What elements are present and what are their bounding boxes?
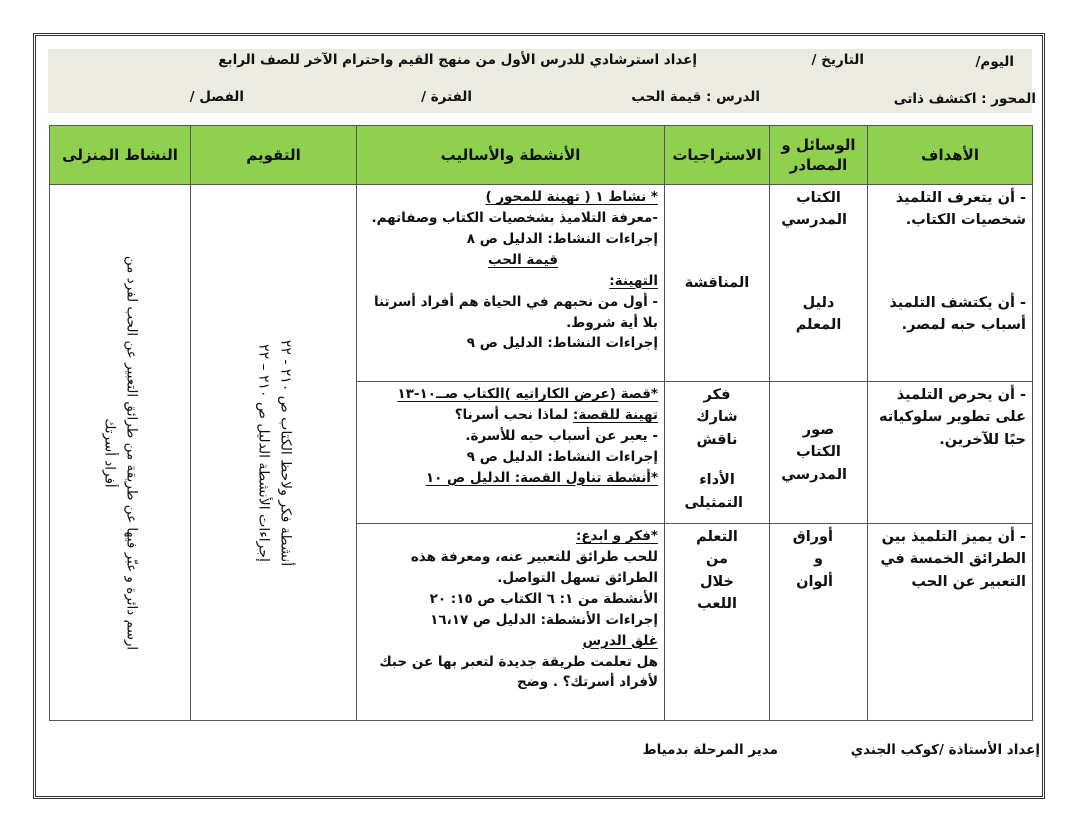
objective-2: - أن يكتشف التلميذ أسباب حبه لمصر. (889, 294, 1026, 334)
strategy-discussion: المناقشة (684, 274, 750, 291)
lesson-label: الدرس : قيمة الحب (631, 89, 760, 105)
homework-cell (50, 185, 191, 721)
strategy-role-play: الأداء التمثيلى (684, 472, 743, 511)
col-header-activities: الأنشطة والأساليب (357, 126, 665, 185)
period-label: الفترة / (421, 89, 472, 105)
activity-line: إجراءات النشاط: الدليل ص ٩ (466, 448, 658, 465)
activity-line: * نشاط ١ ( تهينة للمحور ) (485, 189, 658, 205)
activity-line: *فكر و ابدع: (575, 528, 658, 544)
strategies-cell (665, 524, 770, 721)
activity-line: *أنشطة تناول القصة: الدليل ص ١٠ (425, 469, 658, 486)
evaluation-line-2: إجراءات الأنشطة الدليل ص ٢١٠ – ٢٢ (254, 343, 271, 562)
evaluation-cell (191, 185, 357, 721)
resources-cell (770, 185, 868, 382)
col-header-homework: النشاط المنزلى (50, 126, 191, 185)
activity-line: - أول من نحبهم في الحياة هم أفراد أسرتنا بلا أية شروط. (373, 293, 658, 331)
axis-label: المحور : اكتشف ذاتى (893, 91, 1036, 107)
activity-line: *قصة (عرض الكاراتيه )الكتاب صــ١٠-١٣ (397, 386, 658, 402)
table-header-row (50, 126, 1033, 185)
resource-textbook-images: صور الكتاب المدرسي (781, 421, 847, 483)
activity-inline-text: لماذا نحب أسرنا؟ (454, 406, 573, 423)
class-label: الفصل / (189, 89, 244, 105)
objective-3: - أن يحرص التلميذ على تطوير سلوكياته حبًا للآخرين. (878, 387, 1026, 448)
document-title: إعداد استرشادي للدرس الأول من منهج القيم واحترام الآخر للصف الرابع (218, 52, 697, 68)
activity-line: إجراءات النشاط: الدليل ص ٨ (466, 230, 658, 247)
strategy-think-pair-share: فكر شارك ناقش (696, 387, 738, 448)
objectives-cell (868, 185, 1033, 382)
prepared-by: إعداد الأستاذة /كوكب الجندي (850, 742, 1040, 758)
activity-line: - يعبر عن أسباب حبه للأسرة. (465, 427, 658, 444)
col-header-strategies: الاستراجيات (665, 126, 770, 185)
activities-cell (357, 185, 665, 382)
table-row (50, 185, 1033, 382)
col-header-resources: الوسائل و المصادر (770, 126, 868, 185)
date-label: التاريخ / (811, 52, 864, 68)
objectives-cell (868, 382, 1033, 524)
resources-cell (770, 382, 868, 524)
evaluation-line-1: أنشطة فكر ولاحظ الكتاب ص ٢١٠ - ٢٢ (276, 339, 293, 566)
homework-line-2: أفراد أسرتك (102, 417, 118, 488)
activity-line: للحب طرائق للتعبير عنه، ومعرفة هذه الطرائق تسهل التواصل. (410, 548, 658, 586)
homework-text (98, 255, 141, 649)
activity-line: الأنشطة من ١: ٦ الكتاب ص ١٥: ٢٠ (429, 590, 658, 607)
activity-line (363, 405, 658, 426)
day-label: اليوم/ (975, 54, 1014, 70)
activities-cell (357, 382, 665, 524)
homework-line-1: ارسم دائرة و عبّر فيها عن طريقة من طرائق التعبير عن الحب لفرد من (123, 255, 140, 650)
resource-textbook: الكتاب المدرسي (781, 190, 847, 229)
resource-teacher-guide: دليل المعلم (795, 294, 842, 334)
activity-subtitle: قيمة الحب (487, 251, 558, 268)
activity-line: إجراءات الأنشطة: الدليل ص ١٦،١٧ (430, 611, 658, 628)
activity-line: إجراءات النشاط: الدليل ص ٩ (466, 335, 658, 352)
strategy-play-learning: التعلم من خلال اللعب (696, 529, 738, 613)
strategies-cell (665, 185, 770, 382)
objective-4: - أن يميز التلميذ بين الطرائق الخمسة في التعبير عن الحب (880, 529, 1026, 590)
activities-cell (357, 524, 665, 721)
col-header-objectives: الأهداف (868, 126, 1033, 185)
lesson-plan-table (49, 125, 1033, 721)
activity-line: -معرفة التلاميذ بشخصيات الكتاب وصفاتهم. (371, 209, 658, 226)
activity-line: غلق الدرس (582, 632, 658, 649)
strategies-cell (665, 382, 770, 524)
lesson-info-band (48, 49, 1036, 113)
evaluation-text (251, 339, 296, 565)
activity-line: التهينة: (609, 272, 658, 289)
activity-inline-heading: تهينة للقصة: (572, 406, 658, 423)
objectives-cell (868, 524, 1033, 721)
objective-1: - أن يتعرف التلميذ شخصيات الكتاب. (895, 190, 1026, 229)
col-header-evaluation: التقويم (191, 126, 357, 185)
stage-director: مدير المرحلة بدمياط (642, 742, 778, 758)
activity-line: هل تعلمت طريقة جديدة لتعبر بها عن حبك لأفراد أسرتك؟ . وضح (379, 653, 658, 691)
resource-papers-colors: أوراق و ألوان (792, 529, 833, 590)
resources-cell (770, 524, 868, 721)
